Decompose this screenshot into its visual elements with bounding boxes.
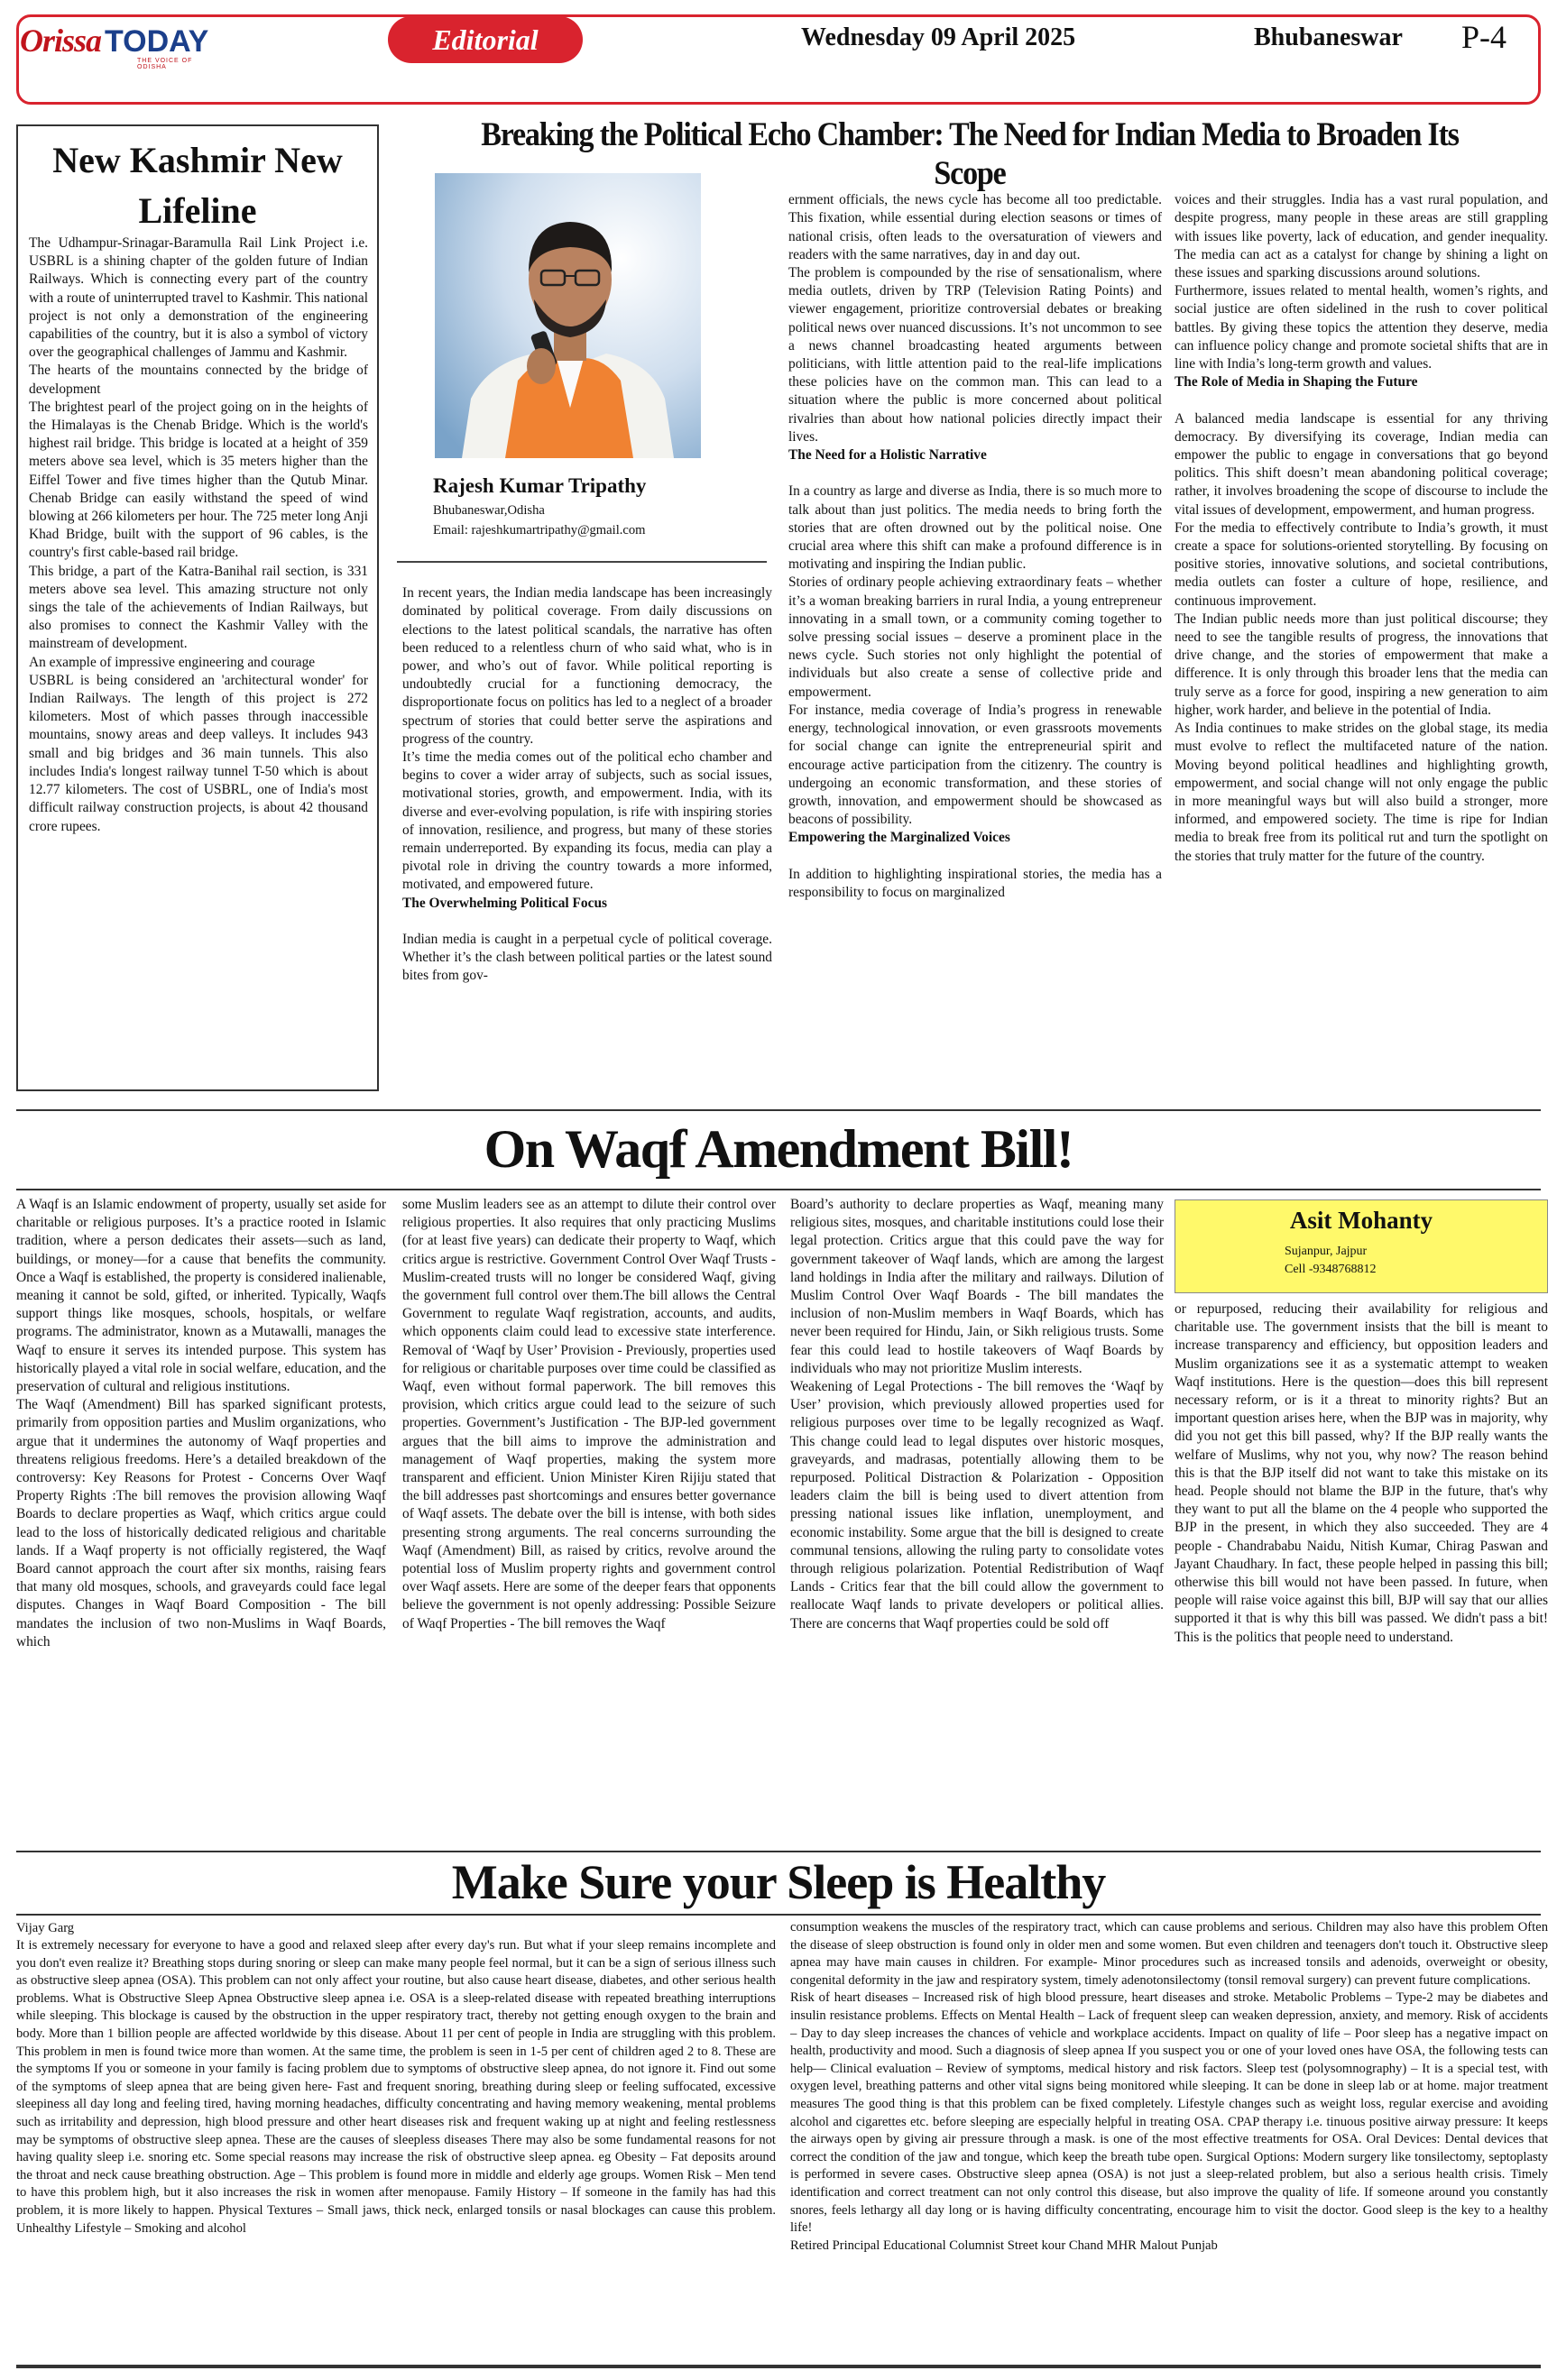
- waqf-author-name: Asit Mohanty: [1289, 1207, 1433, 1234]
- waqf-article-headline: On Waqf Amendment Bill!: [484, 1119, 1073, 1179]
- section-label: Editorial: [388, 16, 583, 63]
- editorial-column-3: [1175, 173, 1548, 1096]
- editorial-column-1: [402, 566, 772, 1096]
- divider: [16, 1851, 1541, 1852]
- waqf-column-2: some Muslim leaders see as an attempt to dilute their control over religious properties. It also requires that only practicing Muslims (for at least five years) can dedicate their property to Waqf, which critics argue is restrictive. Government Control Over Waqf Trusts - Muslim-created trusts will no longer be considered Waqf, giving the government full control over them.The bill allows the Central Government to regulate Waqf registration, accounts, and audits, which opponents claim could lead to excessive state interference. Removal of ‘Waqf by User’ Provision - Previously, properties used for religious or charitable purposes over time could be classified as Waqf, even without formal paperwork. The bill removes this provision, which critics argue could lead to the seizure of such properties. Government’s Justification - The BJP-led government argues that the bill aims to improve the administration and management of Waqf properties, making the system more transparent and efficient. Union Minister Kiren Rijiju stated that the bill addresses past shortcomings and ensures better governance of Waqf assets. The debate over the bill is intense, with both sides presenting strong arguments. The real concerns surrounding the Waqf (Amendment) Bill, as raised by critics, revolve around the potential loss of Muslim property rights and government control over Waqf assets. Here are some of the deeper fears that opponents believe the government is not openly addressing: Possible Seizure of Waqf Properties - The bill removes the Waqf: [402, 1197, 776, 1631]
- orissa-today-logo[interactable]: Orissa TODAY THE VOICE OF ODISHA: [20, 23, 209, 70]
- divider: [16, 1914, 1541, 1916]
- editorial-subhead: Empowering the Marginalized Voices: [788, 830, 1010, 846]
- sleep-article-headline: Make Sure your Sleep is Healthy: [451, 1855, 1106, 1909]
- kashmir-article-body: The Udhampur-Srinagar-Baramulla Rail Link Project i.e. USBRL is a shining chapter of the golden future of Indian Railways. Which is connecting every part of the country with a route of uninterrupted travel to Kashmir. This national project is not only a demonstration of the engineering capabilities of the country, but it is also a symbol of victory over the geographical challenges of Jammu and Kashmir. The hearts of the mountains connected by the bridge of development The brightest pearl of the project going on in the heights of the Himalayas is the Chenab Bridge. Which is the world's highest rail bridge. This bridge is located at a height of 359 meters above sea level, which is 35 meters higher than the Eiffel Tower and five times higher than the Qutub Minar. Chenab Bridge can easily withstand the speed of wind blowing at 266 kilometers per hour. The 725 meter long Anji Khad Bridge, built with the support of 96 cables, is the country's first cable-based rail bridge. This bridge, a part of the Katra-Banihal rail section, is 331 meters above sea level. This amazing structure not only sings the tale of the achievements of Indian Railways, but also promises to connect the Kashmir Valley with the mainstream of development. An example of impressive engineering and courage USBRL is being considered an 'architectural wonder' for Indian Railways. The length of this project is 272 kilometers. Most of which passes through inaccessible mountains, snowy areas and deep valleys. It includes 943 small and big bridges and 36 main tunnels. This also includes India's longest railway tunnel T-50 which is about 12.77 kilometers. The cost of USBRL, one of India's most difficult railway construction projects, is about 42 thousand crore rupees.: [29, 235, 368, 834]
- editorial-subhead: The Need for a Holistic Narrative: [788, 447, 987, 464]
- editorial-subhead: The Overwhelming Political Focus: [402, 895, 607, 911]
- waqf-column-1: A Waqf is an Islamic endowment of property, usually set aside for charitable or religious purposes. It’s a practice rooted in Islamic tradition, where a person dedicates their assets—such as land, buildings, or money—for a cause that benefits the community. Once a Waqf is established, the property is considered inalienable, meaning it cannot be sold, gifted, or inherited. Typically, Waqfs support things like mosques, schools, hospitals, or welfare programs. The administrator, known as a Mutawalli, manages the Waqf to ensure it serves its intended purpose. This system has historically played a vital role in social welfare, education, and the preservation of cultural and religious institutions. The Waqf (Amendment) Bill has sparked significant protests, primarily from opposition parties and Muslim organizations, who argue that it undermines the autonomy of Waqf properties and threatens religious freedoms. Here’s a detailed breakdown of the controversy: Key Reasons for Protest - Concerns Over Waqf Property Rights :The bill removes the provision allowing Waqf Boards to declare properties as Waqf, which critics argue could lead to the loss of historically dedicated religious and charitable lands. If a Waqf property is not officially registered, the Waqf Board cannot approach the court after six months, raising fears that many old mosques, schools, and graveyards could face legal disputes. Changes in Waqf Board Composition - The bill mandates the inclusion of two non-Muslims in Waqf Boards, which: [16, 1197, 386, 1649]
- editorial-paragraph: A balanced media landscape is essential for any thriving democracy. By diversifying its coverage, Indian media can empower the public to engage in conversations that go beyond politics. This shift doesn’t mean abandoning political coverage; rather, it involves broadening the scope of discourse to include the vital issues of development, empowerment, and human progress. For the media to effectively contribute to India’s growth, it must create a space for solutions-oriented storytelling. By focusing on positive stories, innovative solutions, and societal contributions, media outlets can foster a culture of hope, resilience, and continuous improvement. The Indian public needs more than just political discourse; they need to see the tangible results of progress, the innovations that drive change, and the stories of empowerment that make a difference. It is only through this broader lens that the media can truly serve as a force for good, inspiring a new generation to aim higher, work harder, and believe in the potential of India. As India continues to make strides on the global stage, its media must evolve to reflect the multifaceted nature of the nation. Moving beyond political headlines and highlighting growth, empowerment, and social change will not only engage the public in more meaningful ways but will also build a stronger, more informed, and empowered society. The time is ripe for Indian media to break free from its political rut and turn the spotlight on the stories that truly matter for the future of the country.: [1175, 410, 1548, 864]
- editorial-paragraph: Indian media is caught in a perpetual cycle of political coverage. Whether it’s the clash between political parties or the latest sound bites from gov-: [402, 932, 772, 984]
- waqf-column-4: or repurposed, reducing their availability for religious and charitable use. The government insists that the bill is meant to increase transparency and efficiency, but opposition leaders and Muslim organizations see it as a systematic attempt to weaken Waqf institutions. Here is the question—does this bill represent necessary reform, or is it a threat to minority rights? But an important question arises here, when the BJP was in majority, why did you not get this bill passed, why? If the BJP really wants the welfare of Muslims, why not you, why now? The reason behind this is that the BJP itself did not want to take this mistake on its head. People should not blame the BJP in the future, that's why they want to put all the blame on the 4 people who supported the BJP in the present, in which they also succeeded. They are 4 people - Chandrababu Naidu, Nitish Kumar, Chirag Paswan and Jayant Chaudhary. In fact, these people helped in passing this bill; otherwise this bill would not have been passed. In future, when people will raise voice against this bill, BJP will say that our allies supported it that is why this bill was passed. We didn't pass a bit! This is the politics that people need to understand.: [1175, 1301, 1548, 1645]
- editorial-author-email[interactable]: Email: rajeshkumartripathy@gmail.com: [433, 523, 646, 538]
- waqf-author-phone[interactable]: Cell -9348768812: [1285, 1263, 1377, 1276]
- page-bottom-rule: [16, 2365, 1541, 2368]
- editorial-subhead: The Role of Media in Shaping the Future: [1175, 374, 1418, 391]
- sleep-column-2: consumption weakens the muscles of the respiratory tract, which can cause problems and serious. Children may also have this problem Often the disease of sleep obstruction is found only in older men and some women. But even children and teenagers don't touch it. Obstructive sleep apnea may have main causes in children. For example- Minor procedures such as increased tonsils and adenoids, overweight or obesity, congenital deformity in the jaw and respiratory system, timely adenotonsilectomy (tonsil removal surgery) can prevent future complications. Risk of heart diseases – Increased risk of high blood pressure, heart diseases and stroke. Metabolic Problems – Type-2 may be diabetes and insulin resistance problems. Effects on Mental Health – Lack of frequent sleep can weaken depression, anxiety, and memory. Risk of accidents – Day to day sleep increases the chances of vehicle and workplace accidents. Impact on quality of life – Poor sleep has a negative impact on health, productivity and mood. Such a diagnosis of sleep apnea If you suspect you or one of your loved ones have OSA, the following tests can help— Clinical evaluation – Review of symptoms, medical history and risk factors. Sleep test (polysomnography) – It is a special test, with oxygen level, breathing patterns and other vital signs being monitored while sleeping. It can be done in sleep lab or at home. major treatment measures The good thing is that this problem can be fixed completely. Lifestyle changes such as weight loss, regular exercise and avoiding alcohol and cigarettes etc. before sleeping are especially helpful in treating OSA. CPAP therapy i.e. tinuous positive airway pressure: It keeps the airways open by giving air pressure through a mask. is one of the most effective treatments for OSA. Oral Devices: Dental devices that correct the condition of the jaw and tongue, which keep the breath tube open. Surgical Options: Modern surgery like tonsilectomy, septoplasty is performed in severe cases. Obstructive sleep apnea (OSA) is not just a sleep-related problem, but also a serious health crisis. Timely identification and correct treatment can not only control this disease, but also improve the quality of life. If someone around you constantly snores, feels lethargy all day long or is having difficulty concentrating, encourage him to visit the doctor. Good sleep is the key to a healthy life! Retired Principal Educational Columnist Street kour Chand MHR Malout Punjab: [790, 1920, 1548, 2253]
- issue-date: Wednesday 09 April 2025: [801, 23, 1076, 51]
- editorial-paragraph: In recent years, the Indian media landscape has been increasingly dominated by political coverage. From daily discussions on elections to the latest political scandals, the narrative has often been reduced to a relentless churn of who said what, who is in power, and who’s out of favor. While political reporting is undoubtedly crucial for a functioning democracy, the disproportionate focus on politics has led to a neglect of a broader spectrum of stories that could better serve the aspirations and progress of the country. It’s time the media comes out of the political echo chamber and begins to cover a wider array of subjects, such as social issues, motivational stories, growth, and empowerment. India, with its diverse and ever-evolving population, is rife with inspiring stories of innovation, resilience, and progress, but many of these stories remain underreported. By expanding its focus, media can play a pivotal role in driving the country towards a more informed, motivated, and empowered future.: [402, 585, 772, 893]
- editorial-author-location: Bhubaneswar,Odisha: [433, 503, 545, 518]
- kashmir-article-headline: New Kashmir New Lifeline: [52, 140, 343, 231]
- edition-city: Bhubaneswar: [1254, 23, 1403, 51]
- divider: [397, 561, 767, 563]
- editorial-paragraph: voices and their struggles. India has a vast rural population, and despite progress, many people in these areas are still grappling with issues like poverty, lack of education, and gender inequality. The media can act as a catalyst for change by shining a light on these issues and sparking discussions around solutions. Furthermore, issues related to mental health, women’s rights, and social justice are often sidelined in the rush to cover political battles. By giving these topics the attention they deserve, media can influence policy change and promote societal shifts that are in line with India’s long-term growth and values.: [1175, 192, 1548, 372]
- editorial-column-2: [788, 173, 1162, 1096]
- waqf-column-3: Board’s authority to declare properties as Waqf, meaning many religious sites, mosques, and charitable institutions could lose their legal protection. Critics argue that this could pave the way for government takeover of Waqf lands, which are among the largest land holdings in India after the military and railways. Dilution of Muslim Control Over Waqf Boards - The bill mandates the inclusion of non-Muslim members in Waqf Boards, which has never been required for Hindu, Jain, or Sikh religious trusts. Some fear this could lead to hostile takeovers of Waqf Boards by individuals who may not prioritize Muslim interests. Weakening of Legal Protections - The bill removes the ‘Waqf by User’ provision, which previously allowed properties used for religious purposes over time to be legally recognized as Waqf. This change could lead to legal disputes over historic mosques, graveyards, and madrasas, potentially allowing them to be repurposed. Political Distraction & Polarization - Opposition leaders claim the bill is being used to divert attention from pressing national issues like inflation, unemployment, and economic instability. Some argue that the bill is designed to create communal tensions, allowing the ruling party to consolidate votes through religious polarization. Potential Redistribution of Waqf Lands - Critics fear that the bill could allow the government to reallocate Waqf lands to private developers or political allies. There are concerns that Waqf properties could be sold off: [790, 1197, 1164, 1631]
- author-portrait-image: [435, 173, 701, 458]
- editorial-paragraph: In a country as large and diverse as India, there is so much more to talk about than just politics. The media needs to bring forth the stories that are often drowned out by the political noise. One crucial area where this shift can make a profound difference is in motivating and inspiring the Indian public. Stories of ordinary people achieving extraordinary feats – whether it’s a woman breaking barriers in rural India, a young entrepreneur innovating in a small town, or a community coming together to solve pressing social issues – deserve a prominent place in the news cycle. Such stories not only highlight the potential of individuals but also create a sense of collective pride and empowerment. For instance, media coverage of India’s progress in renewable energy, technological innovation, or even grassroots movements for social change can ignite the entrepreneurial spirit and encourage active participation from the citizenry. The country is undergoing an economic transformation, and these stories of growth, innovation, and empowerment should be showcased as beacons of possibility.: [788, 483, 1162, 828]
- divider: [16, 1109, 1541, 1111]
- editorial-paragraph: In addition to highlighting inspirational stories, the media has a responsibility to focus on marginalized: [788, 866, 1162, 900]
- divider: [16, 1189, 1541, 1190]
- editorial-paragraph: ernment officials, the news cycle has become all too predictable. This fixation, while essential during election seasons or times of national crisis, often leads to the oversaturation of viewers and readers with the same narratives, day in and day out. The problem is compounded by the rise of sensationalism, where media outlets, driven by TRP (Television Rating Points) and viewer engagement, prioritize controversial debates or breaking political news over nuanced discussions. It’s not uncommon to see a news channel broadcasting heated arguments between politicians, with little attention paid to the real-life implications these policies have on the common man. This can lead to a situation where the public is more concerned about political rivalries than about how national policies directly impact their lives.: [788, 192, 1162, 445]
- sleep-column-1: It is extremely necessary for everyone to have a good and relaxed sleep after every day's run. But what if your sleep remains incomplete and you don't even realize it? Breathing stops during snoring or sleep can make many people feel normal, but it can be a sign of serious illness such as obstructive sleep apnea (OSA). This problem can not only affect your routine, but also cause heart disease, diabetes, and other serious health problems. What is Obstructive Sleep Apnea Obstructive sleep apnea i.e. OSA is a sleep-related disease with repeated breathing interruptions while sleeping. This blockage is caused by the obstruction in the upper respiratory tract, thereby not getting enough oxygen to the brain and body. More than 1 billion people are affected worldwide by this disease. About 11 per cent of people in India are struggling with this problem. This problem in men is found twice more than women. At the same time, the problem is seen in 1-5 per cent of children aged 2 to 8. These are the symptoms If you or someone in your family is facing problem due to symptoms of obstructive sleep apnea, do not ignore it. Find out some of the symptoms of sleep apnea that are being given here- Fast and frequent snoring, breathing during sleep or feeling suffocated, excessive sleepiness all day long and feeling tired, having morning headaches, difficulty concentrating and having memory weakening, mental problems such as irritability and depression, high blood pressure and other heart diseases risk and frequent waking up at night and feeling restlessness may be symptoms of obstructive sleep apnea. These are the causes of sleepless diseases There may also be some fundamental reasons for not having quality sleep i.e. snoring etc. Some special reasons may increase the risk of obstructive sleep apnea. eg Obesity – Fat deposits around the throat and neck cause breathing obstruction. Age – This problem is found more in middle and elderly age groups. Women Risk – Men tend to have this problem high, but it also increases the risk in women after menopause. Family History – If someone in the family has had this problem, it is more likely to happen. Physical Textures – Small jaws, thick neck, enlarged tonsils or nasal blockages can cause this problem. Unhealthy Lifestyle – Smoking and alcohol: [16, 1938, 776, 2236]
- author-photo: [435, 173, 701, 458]
- editorial-headline: Breaking the Political Echo Chamber: The Need for Indian Media to Broaden Its Scope: [481, 116, 1459, 192]
- sleep-article-author: Vijay Garg: [16, 1921, 75, 1935]
- waqf-author-location: Sujanpur, Jajpur: [1285, 1245, 1368, 1258]
- editorial-author-name: Rajesh Kumar Tripathy: [433, 474, 647, 497]
- page-number: P-4: [1461, 19, 1507, 55]
